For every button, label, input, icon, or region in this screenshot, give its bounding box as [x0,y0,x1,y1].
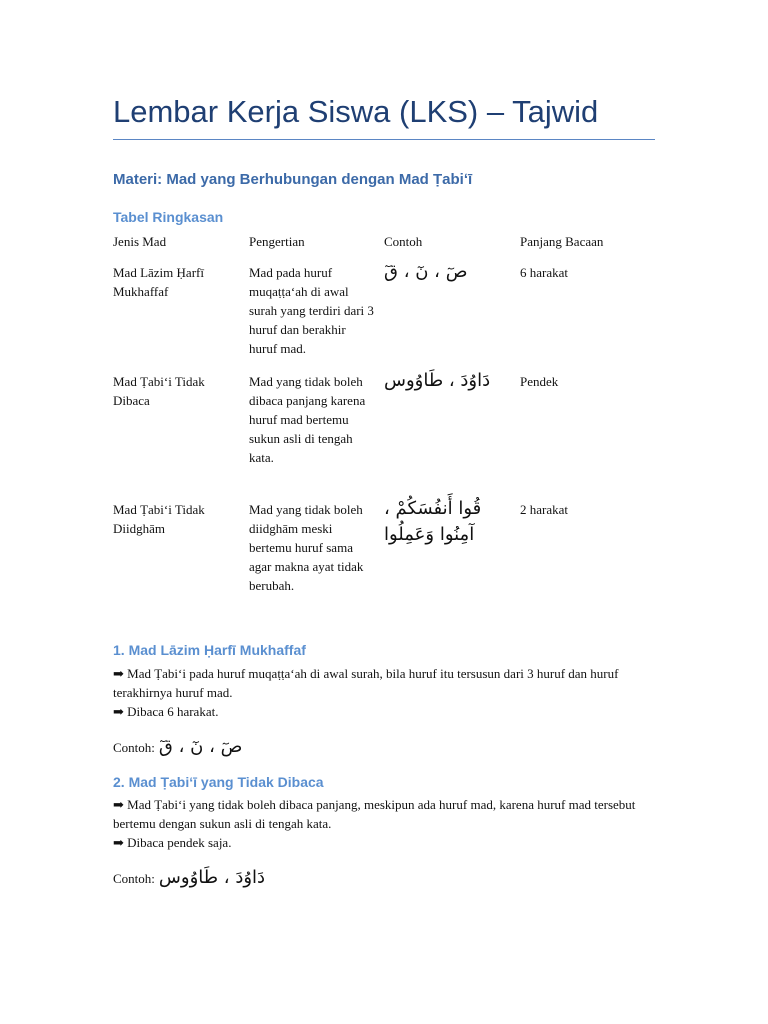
table-cell-jenis: Mad Lāzim Ḥarfī Mukhaffaf [113,265,204,299]
table-heading: Tabel Ringkasan [113,209,224,225]
section-2-example-label: Contoh: [113,871,155,886]
table-cell-jenis: Mad Ṭabiʻi Tidak Dibaca [113,374,205,408]
table-header-jenis: Jenis Mad [113,234,167,249]
table-header-row [113,232,655,251]
document-title: Lembar Kerja Siswa (LKS) – Tajwid [113,94,599,129]
section-2-heading: 2. Mad Ṭabiʻī yang Tidak Dibaca [113,774,324,790]
table-header-panjang: Panjang Bacaan [520,234,604,249]
section-1-line-1: ➡ Mad Ṭabiʻi pada huruf muqaṭṭaʻah di awal surah, bila huruf itu tersusun dari 3 huruf dan huruf terakhirnya huruf mad. [113,666,619,700]
section-1-body [113,664,655,721]
table-cell-pengertian: Mad pada huruf muqaṭṭaʻah di awal surah yang terdiri dari 3 huruf dan berakhir huruf mad. [249,265,374,356]
section-1-heading: 1. Mad Lāzim Ḥarfī Mukhaffaf [113,642,306,658]
section-2-line-1: ➡ Mad Ṭabiʻi yang tidak boleh dibaca panjang, meskipun ada huruf mad, karena huruf mad tersebut bertemu dengan sukun asli di tengah kata. [113,797,636,831]
table-row [113,372,655,467]
table-cell-pengertian: Mad yang tidak boleh dibaca panjang karena huruf mad bertemu sukun asli di tengah kata. [249,374,366,465]
table-row [113,500,655,595]
table-cell-panjang: Pendek [520,374,559,389]
table-cell-contoh: قُوا أَنفُسَكُمْ ، آمِنُوا وَعَمِلُوا [384,498,482,545]
table-cell-panjang: 2 harakat [520,502,569,517]
title-underline [113,139,655,140]
materi-heading: Materi: Mad yang Berhubungan dengan Mad Ṭabiʻī [113,171,473,188]
section-1-example [113,736,242,757]
section-2-body [113,795,655,852]
table-cell-contoh: صٓ ، نٓ ، قٓ [384,261,468,282]
section-1-example-label: Contoh: [113,740,155,755]
table-header-pengertian: Pengertian [249,234,305,249]
table-cell-jenis: Mad Ṭabiʻi Tidak Diidghām [113,502,205,536]
table-cell-contoh: دَاوُدَ ، طَاوُوس [384,370,491,391]
table-header-contoh: Contoh [384,234,423,249]
table-row [113,263,655,358]
section-2-line-2: ➡ Dibaca pendek saja. [113,835,232,850]
table-cell-pengertian: Mad yang tidak boleh diidghām meski bertemu huruf sama agar makna ayat tidak berubah. [249,502,364,593]
section-2-example-arabic: دَاوُدَ ، طَاوُوس [158,867,266,888]
section-1-line-2: ➡ Dibaca 6 harakat. [113,704,219,719]
section-1-example-arabic: صٓ ، نٓ ، قٓ [158,736,243,757]
table-cell-panjang: 6 harakat [520,265,569,280]
summary-table [113,231,655,593]
section-2-example [113,867,265,888]
